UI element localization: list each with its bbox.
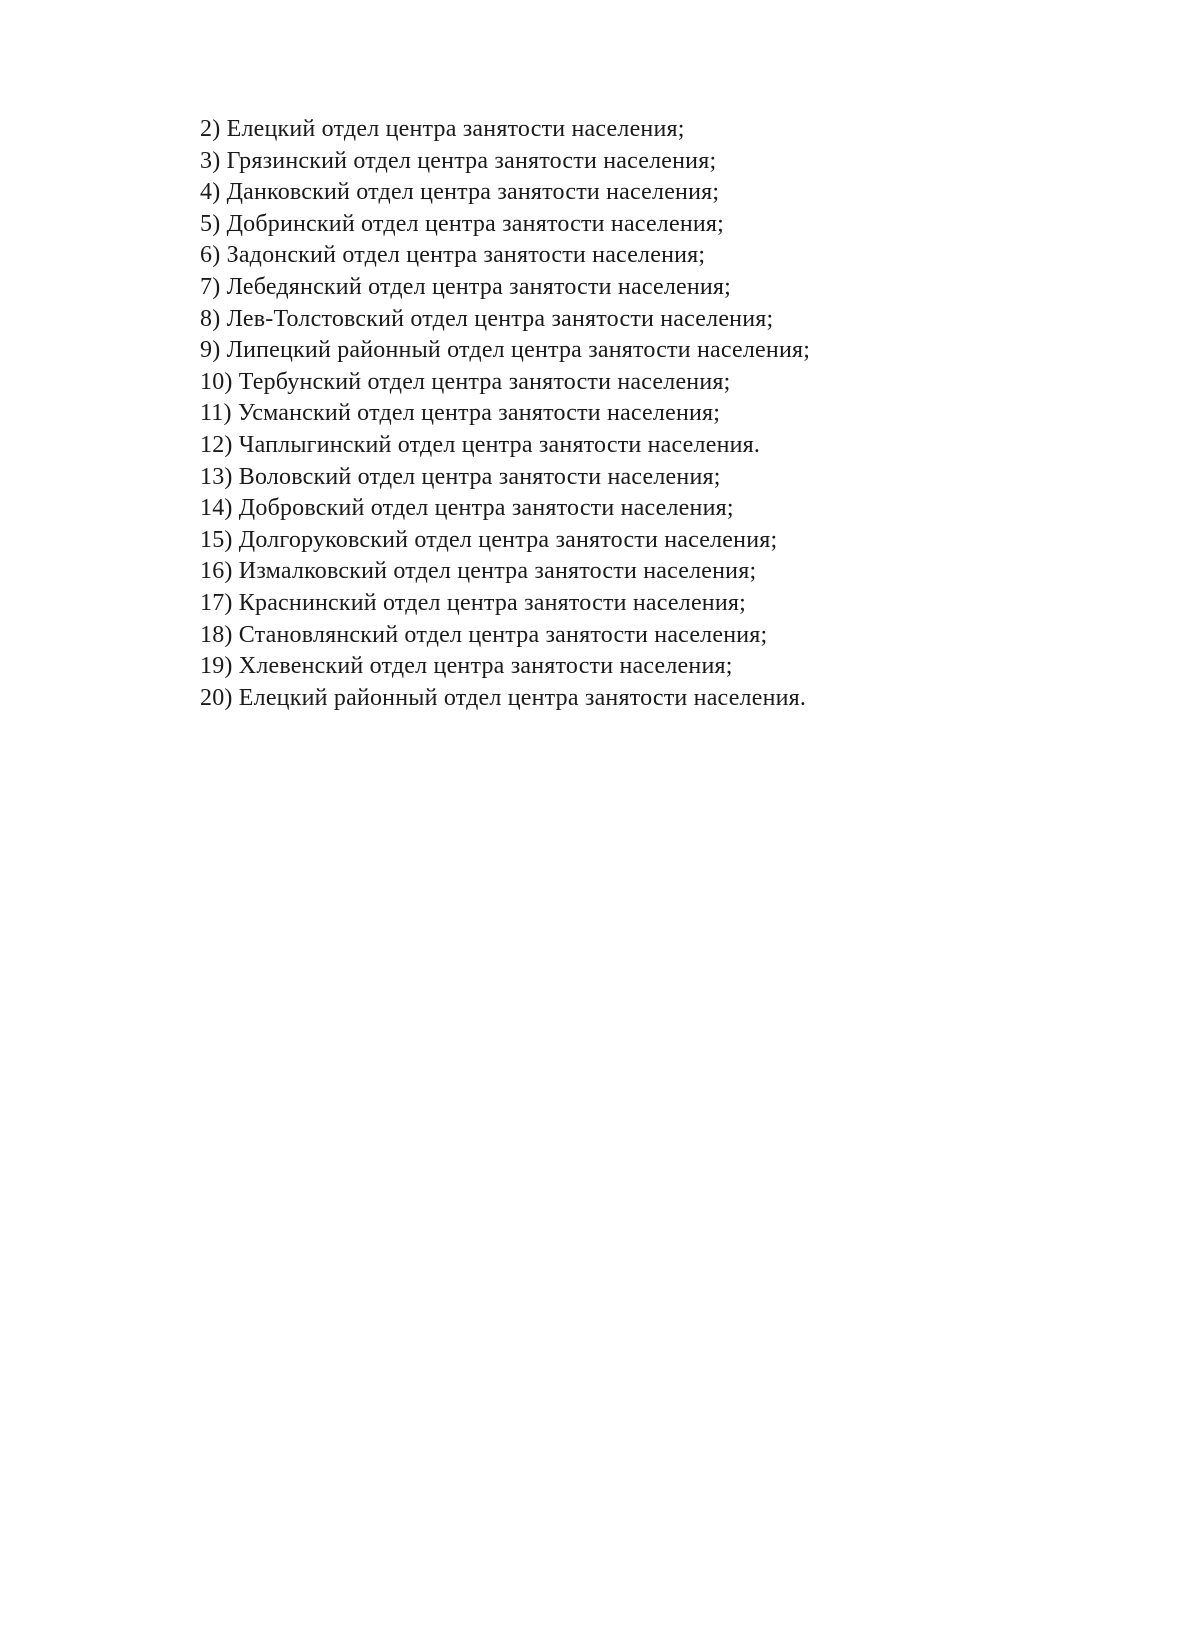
list-item: 18) Становлянский отдел центра занятости населения; bbox=[200, 621, 768, 648]
list-item: 2) Елецкий отдел центра занятости населения; bbox=[200, 116, 685, 142]
list-item: 11) Усманский отдел центра занятости населения; bbox=[200, 400, 721, 427]
list-item: 6) Задонский отдел центра занятости населения; bbox=[200, 242, 706, 269]
list-item: 3) Грязинский отдел центра занятости населения; bbox=[200, 147, 717, 174]
list-item: 7) Лебедянский отдел центра занятости населения; bbox=[200, 273, 732, 300]
list-item: 9) Липецкий районный отдел центра занятости населения; bbox=[200, 337, 811, 364]
list-item: 15) Долгоруковский отдел центра занятости населения; bbox=[200, 526, 778, 553]
list-item: 19) Хлевенский отдел центра занятости населения; bbox=[200, 653, 733, 680]
department-list bbox=[200, 114, 810, 714]
list-item: 8) Лев-Толстовский отдел центра занятости населения; bbox=[200, 305, 774, 332]
list-item: 4) Данковский отдел центра занятости населения; bbox=[200, 179, 720, 206]
list-item: 16) Измалковский отдел центра занятости населения; bbox=[200, 558, 757, 585]
list-item: 20) Елецкий районный отдел центра занятости населения. bbox=[200, 684, 807, 711]
list-item: 5) Добринский отдел центра занятости населения; bbox=[200, 210, 725, 237]
list-item: 17) Краснинский отдел центра занятости населения; bbox=[200, 589, 746, 616]
list-item: 10) Тербунский отдел центра занятости населения; bbox=[200, 368, 731, 395]
list-item: 13) Воловский отдел центра занятости населения; bbox=[200, 463, 721, 490]
list-item: 12) Чаплыгинский отдел центра занятости населения. bbox=[200, 431, 761, 458]
list-item: 14) Добровский отдел центра занятости населения; bbox=[200, 495, 734, 522]
